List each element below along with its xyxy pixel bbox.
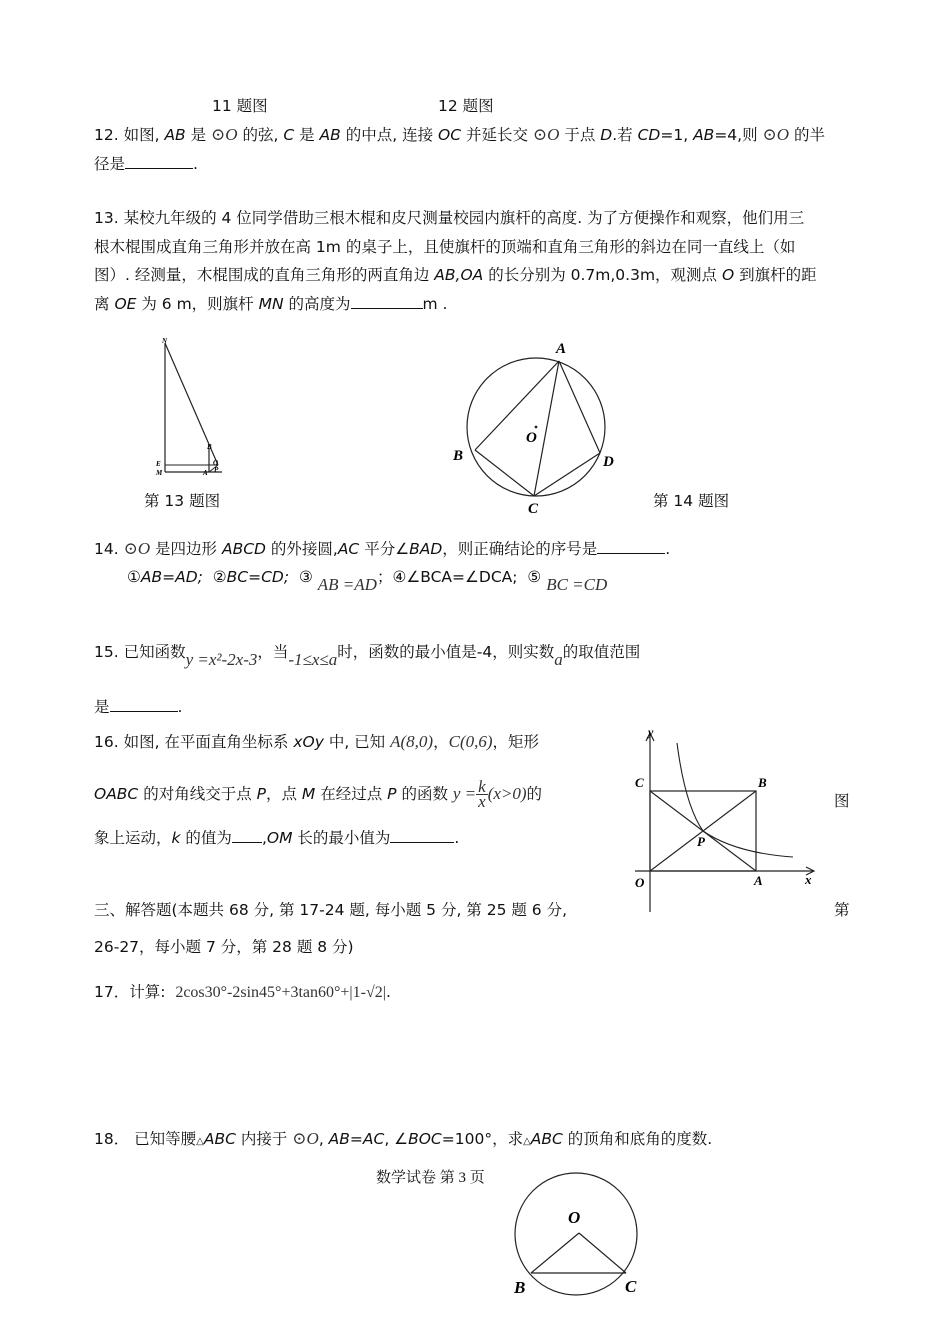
fig16-label-c: C bbox=[635, 775, 644, 790]
q15-text: 是 bbox=[94, 698, 110, 716]
q16-k-blank[interactable] bbox=[232, 828, 262, 843]
fig13-caption: 第 13 题图 bbox=[144, 492, 221, 510]
q13-line1: 13. 某校九年级的 4 位同学借助三根木棍和皮尺测量校园内旗杆的高度. 为了方便操作和观察，他们用三 bbox=[94, 209, 805, 227]
q14-option-2: ②BC=CD; bbox=[212, 568, 290, 586]
fig14-caption: 第 14 题图 bbox=[653, 492, 730, 510]
q12-answer-blank[interactable] bbox=[125, 154, 193, 169]
q18-abc: ABC bbox=[530, 1130, 563, 1148]
q14-abcd: ABCD bbox=[221, 540, 266, 558]
q12-text: 是 bbox=[185, 126, 212, 144]
fig14-label-b: B bbox=[453, 448, 464, 464]
q16-oabc: OABC bbox=[94, 785, 139, 803]
fig16-diagram bbox=[625, 725, 825, 920]
fig13-diagram bbox=[148, 335, 228, 480]
q12-ab: AB bbox=[319, 126, 341, 144]
q12-cd: CD bbox=[637, 126, 661, 144]
q13-mn: MN bbox=[258, 295, 284, 313]
q13-answer-blank[interactable] bbox=[351, 294, 423, 309]
q14-circle-o: ⊙O bbox=[123, 539, 151, 558]
q14-ac: AC bbox=[337, 540, 360, 558]
fig18-label-o: O bbox=[568, 1208, 581, 1227]
q18-boc: BOC bbox=[408, 1130, 442, 1148]
q16-text: ，矩形 bbox=[492, 733, 540, 751]
section3-line1: 三、解答题(本题共 68 分, 第 17-24 题, 每小题 5 分, 第 25 题 6 分, bbox=[94, 901, 568, 919]
q12-text: .若 bbox=[612, 126, 638, 144]
fig13-label-o: O bbox=[213, 459, 219, 467]
fig13-label-e: E bbox=[156, 460, 161, 468]
q14-text: ，则正确结论的序号是 bbox=[442, 540, 598, 558]
q16-function-fraction bbox=[476, 777, 488, 811]
q18-triangle-symbol: △ bbox=[196, 1136, 204, 1147]
fig13-label-n: N bbox=[162, 337, 168, 345]
q18-text: 内接于 bbox=[235, 1130, 293, 1148]
q12-circle-o: ⊙O bbox=[211, 125, 238, 144]
q16-text: 16. 如图, 在平面直角坐标系 bbox=[94, 733, 294, 751]
q12-d: D bbox=[600, 126, 613, 144]
q16-text: 中, 已知 bbox=[323, 733, 391, 751]
q12-circle-o: ⊙O bbox=[532, 125, 560, 144]
section3-di: 第 bbox=[834, 901, 850, 919]
fig13-label-b: B bbox=[207, 443, 212, 451]
q13-abao: AB,OA bbox=[434, 266, 484, 284]
q16-om-blank[interactable] bbox=[390, 828, 454, 843]
fig14-label-a: A bbox=[556, 341, 567, 357]
q18-text: =100°，求 bbox=[441, 1130, 524, 1148]
q15-text: ，当 bbox=[257, 643, 289, 661]
section3-line2: 26-27，每小题 7 分，第 28 题 8 分) bbox=[94, 938, 354, 956]
q14-text: 14. bbox=[94, 540, 124, 558]
fig14-label-c: C bbox=[528, 501, 539, 517]
q16-line3 bbox=[94, 826, 459, 848]
q15-range: -1≤x≤a bbox=[288, 650, 338, 669]
fig18-diagram bbox=[500, 1170, 650, 1305]
q17-text: 17．计算: bbox=[94, 983, 166, 1001]
q13-text: 为 6 m，则旗杆 bbox=[136, 295, 259, 313]
q18-triangle-symbol: △ bbox=[523, 1136, 531, 1147]
q15-text: 15. 已知函数 bbox=[94, 643, 186, 661]
q18-text: , bbox=[318, 1130, 329, 1148]
fig14-diagram bbox=[446, 335, 631, 520]
q18-abc: ABC bbox=[203, 1130, 236, 1148]
q12-text: 于点 bbox=[559, 126, 601, 144]
fig16-label-o: O bbox=[635, 875, 645, 890]
q14-text: . bbox=[665, 540, 671, 558]
page-footer: 数学试卷 第 3 页 bbox=[376, 1170, 485, 1186]
q12-text: 的半 bbox=[789, 126, 825, 144]
q13-text: 离 bbox=[94, 295, 115, 313]
q16-text: . bbox=[454, 829, 460, 847]
q15-function: y =x²-2x-3 bbox=[185, 650, 258, 669]
q14-line2 bbox=[127, 565, 608, 594]
q14-option-5-math: BC =CD bbox=[546, 575, 608, 594]
q12-line1 bbox=[94, 123, 825, 145]
q13-text: 的高度为 bbox=[283, 295, 351, 313]
q13-text: m . bbox=[422, 295, 448, 313]
q16-line2 bbox=[94, 777, 543, 811]
q16-point-a: A(8,0) bbox=[390, 732, 434, 751]
q15-text: 的取值范围 bbox=[562, 643, 641, 661]
q16-point-c: C(0,6) bbox=[448, 732, 493, 751]
q13-text: 图）. 经测量，木棍围成的直角三角形的两直角边 bbox=[94, 266, 435, 284]
q16-tu: 图 bbox=[834, 792, 850, 810]
q14-option-3-label: ③ bbox=[298, 568, 313, 586]
q14-option-3-math: AB =AD bbox=[317, 575, 377, 594]
q15-a: a bbox=[554, 650, 563, 669]
q18-circle-o: ⊙O bbox=[292, 1129, 319, 1148]
q12-c: C bbox=[283, 126, 295, 144]
q18-abac: AB=AC bbox=[328, 1130, 385, 1148]
fig12-label: 12 题图 bbox=[438, 97, 494, 115]
q15-answer-blank[interactable] bbox=[110, 697, 178, 712]
q16-text: 的函数 bbox=[396, 785, 453, 803]
q16-function-denominator: x bbox=[478, 792, 486, 811]
fig16-label-p: P bbox=[697, 834, 705, 849]
q18-text: 的顶角和底角的度数. bbox=[562, 1130, 713, 1148]
q16-p: P bbox=[387, 785, 397, 803]
q15-text: 时，函数的最小值是-4，则实数 bbox=[337, 643, 555, 661]
fig16-label-b: B bbox=[758, 775, 767, 790]
fig13-label-p: P bbox=[214, 466, 219, 474]
q12-text: . bbox=[193, 155, 198, 173]
q13-text: 到旗杆的距 bbox=[734, 266, 817, 284]
q15-text: . bbox=[177, 698, 183, 716]
q12-ab: AB bbox=[164, 126, 186, 144]
q16-function-domain: (x>0) bbox=[487, 784, 527, 803]
q16-text: ，点 bbox=[265, 785, 302, 803]
fig14-label-d: D bbox=[603, 454, 614, 470]
q18-text: 18． 已知等腰 bbox=[94, 1130, 197, 1148]
q12-text: =1, bbox=[660, 126, 694, 144]
q16-m: M bbox=[301, 785, 316, 803]
q18-line bbox=[94, 1127, 712, 1149]
fig11-label: 11 题图 bbox=[212, 97, 268, 115]
q12-line2 bbox=[94, 152, 198, 174]
q14-option-4: ；④∠BCA=∠DCA; bbox=[376, 568, 518, 586]
fig16-label-x: x bbox=[805, 872, 812, 887]
q16-om: OM bbox=[266, 829, 293, 847]
fig13-label-a: A bbox=[203, 469, 208, 477]
q16-xoy: xOy bbox=[293, 733, 324, 751]
q14-bad: BAD bbox=[409, 540, 443, 558]
q17-expression: 2cos30°-2sin45°+3tan60°+|1-√2| bbox=[175, 984, 386, 1001]
q13-line3 bbox=[94, 263, 817, 285]
q12-text: 并延长交 bbox=[461, 126, 533, 144]
q14-line1 bbox=[94, 537, 670, 559]
q12-text: 的弦, bbox=[237, 126, 284, 144]
q12-text: 12. 如图, bbox=[94, 126, 165, 144]
q14-text: 是四边形 bbox=[150, 540, 222, 558]
q16-text: 的值为 bbox=[180, 829, 232, 847]
fig16-label-y: y bbox=[648, 725, 654, 739]
q15-line1 bbox=[94, 640, 641, 669]
q12-oc: OC bbox=[438, 126, 462, 144]
q16-text: 在经过点 bbox=[315, 785, 388, 803]
q16-k: k bbox=[171, 829, 181, 847]
q16-text: 的 bbox=[526, 785, 543, 803]
q14-option-5-label: ⑤ bbox=[527, 568, 542, 586]
q15-line2 bbox=[94, 695, 182, 717]
fig18-label-b: B bbox=[514, 1278, 526, 1297]
q16-text: 的对角线交于点 bbox=[138, 785, 257, 803]
q12-text: 是 bbox=[294, 126, 320, 144]
q13-text: 的长分别为 0.7m,0.3m，观测点 bbox=[483, 266, 722, 284]
q16-text: 象上运动， bbox=[94, 829, 172, 847]
q16-text: , bbox=[261, 829, 267, 847]
q16-line1 bbox=[94, 730, 539, 752]
q17-line bbox=[94, 980, 391, 1002]
q12-text: 径是 bbox=[94, 155, 126, 173]
q14-option-1: ①AB=AD; bbox=[127, 568, 203, 586]
fig18-label-c: C bbox=[625, 1277, 637, 1296]
q17-text: . bbox=[385, 983, 391, 1001]
fig13-label-m: M bbox=[156, 469, 163, 477]
fig14-label-o: O bbox=[526, 430, 537, 446]
q13-oe: OE bbox=[114, 295, 137, 313]
q13-o: O bbox=[721, 266, 735, 284]
q14-text: 的外接圆, bbox=[265, 540, 338, 558]
q12-text: =4,则 bbox=[714, 126, 763, 144]
q16-function-y: y = bbox=[452, 784, 477, 803]
q13-line4 bbox=[94, 292, 447, 314]
q12-ab: AB bbox=[693, 126, 715, 144]
q14-answer-blank[interactable] bbox=[597, 539, 665, 554]
q14-text: 平分∠ bbox=[359, 540, 410, 558]
q16-p: P bbox=[256, 785, 266, 803]
q12-text: 的中点, 连接 bbox=[340, 126, 439, 144]
q12-circle-o: ⊙O bbox=[762, 125, 790, 144]
q16-text: 长的最小值为 bbox=[292, 829, 391, 847]
fig16-label-a: A bbox=[754, 873, 763, 888]
q18-text: , ∠ bbox=[384, 1130, 409, 1148]
q16-function-numerator: k bbox=[478, 777, 486, 796]
q13-line2: 根木棍围成直角三角形并放在高 1m 的桌子上，且使旗杆的顶端和直角三角形的斜边在同一直线上（如 bbox=[94, 238, 796, 256]
q16-text: ， bbox=[433, 733, 449, 751]
